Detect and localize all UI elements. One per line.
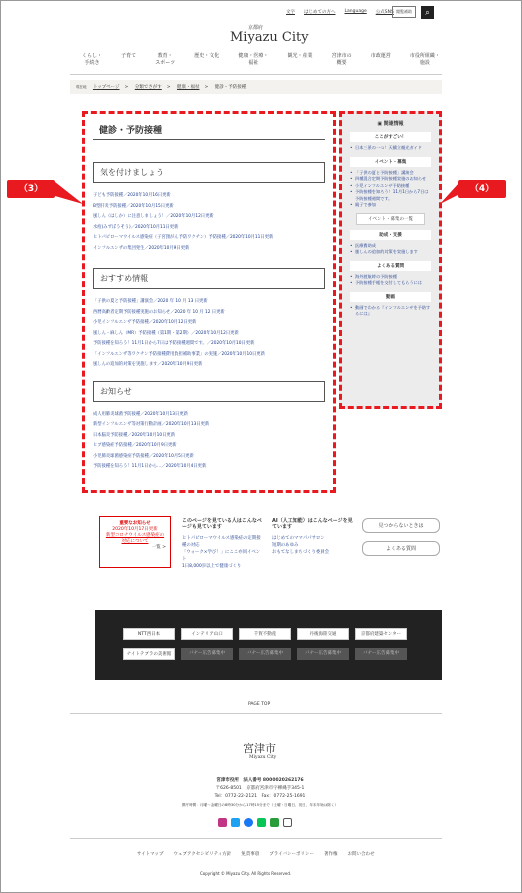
sidebar-link[interactable]: • 日本三景の一つ！天橋立観光ガイド [350,145,431,152]
list-item[interactable]: 「子供の夏と予防接種」講演会／2020 年 10 月 13 日更新 [93,299,208,304]
related-pages [182,518,264,570]
list-item[interactable]: 予防接種を知ろう！11月1日から…／2020年10月4日更新 [93,464,207,469]
list-item[interactable]: ヒブ感染症予防接種／2020年10月9日更新 [93,443,177,448]
footer-link[interactable]: 免責事項 [241,852,260,857]
related-link[interactable]: 1日8,000歩以上で健康づくり [182,564,242,569]
events-list-button[interactable]: イベント・募集の一覧 [356,213,425,225]
list-item[interactable]: ヒトパピローマウイルス感染症（子宮頸がん予防ワクチン）予防接種／2020年10月11日更新 [93,235,274,240]
annotation-label-4: （4） [458,180,506,198]
sidebar-link[interactable]: • 小児インフルエンザ予防接種 [350,183,431,190]
banner[interactable]: 丹後海陸交通 [297,628,349,640]
sidebar-link[interactable]: • 医療費助成 [350,243,431,250]
annotation-arrow-4 [440,180,460,210]
news-link[interactable]: 新型コロナウイルス感染症の対応について [105,533,165,544]
list-item[interactable]: 子ども予防接種／2020年10月16日更新 [93,193,171,198]
ai-pages [272,518,354,556]
banner[interactable]: ナイトテブラの美術館 [123,648,175,660]
office-name: 宮津市役所 法人番号 8000020262176 [216,778,304,783]
page-title: 健診・予防接種 [93,120,325,140]
banner-area [95,610,442,680]
sidebar-link[interactable]: • 四種混合定期予防接種実施のお知らせ [350,176,431,183]
gnav-item[interactable]: 観光・産業 [287,53,313,59]
news-date: 2020年10月17日更新 [112,527,158,532]
related-title: このページを見ている人はこんなページも見ています [182,518,262,530]
divider [70,838,442,839]
top-nav [286,9,394,15]
breadcrumb-label: 現在地 [76,85,87,89]
phone: Tel：0772-22-2121 Fax：0772-25-1691 [214,794,306,799]
footer-link[interactable]: プライバシーポリシー [269,852,315,857]
breadcrumb-link[interactable]: トップページ [92,85,120,90]
app-icon[interactable] [270,818,279,827]
gnav-item[interactable]: くらし・ 手続き [82,53,103,66]
list-item[interactable]: 風しん（はしか）に注意しましょう！／2020年10月12日更新 [93,214,214,219]
breadcrumb-link[interactable]: 分類でさがす [134,85,162,90]
important-news-box [99,516,171,568]
top-nav-font[interactable]: 文字 [286,10,295,15]
divider [70,713,442,714]
section-heading: 気を付けましょう [93,162,325,183]
list-item[interactable]: 水痘(みずぼうそう)／2020年10月11日更新 [93,224,179,230]
banner-placeholder[interactable]: バナー広告募集中 [355,648,407,660]
main-content [82,111,336,493]
breadcrumb: 現在地 トップページ > 分類でさがす > 健康・福祉 > 健診・予防接種 [70,80,442,94]
faq-button[interactable]: よくある質問 [362,541,440,556]
breadcrumb-current: 健診・予防接種 [214,85,247,90]
banner[interactable]: インテリア山口 [181,628,233,640]
line-icon[interactable] [257,818,266,827]
footer-link[interactable]: お問い合わせ [347,852,375,857]
related-link[interactable]: 「ウォーク×学び！」にここ亦同イベント [182,550,261,562]
mail-icon[interactable] [283,818,292,827]
banner[interactable]: NTT西日本 [123,628,175,640]
link-list [93,191,325,254]
banner[interactable]: 京都府建築センター [355,628,407,640]
sidebar-title: ▣ 関連情報 [350,120,431,127]
section-heading: お知らせ [93,381,325,402]
sidebar [339,111,442,409]
banner-placeholder[interactable]: バナー広告募集中 [181,648,233,660]
list-item[interactable]: 小児インフルエンザ予防接種／2020年10月12日更新 [93,320,197,325]
news-title: 重要なお知らせ [119,521,151,526]
annotation-arrow-3 [55,178,85,208]
link-list [93,297,325,371]
help-box [362,518,440,564]
sidebar-link[interactable]: • 親子で参加 [350,202,431,209]
global-nav [82,53,440,67]
divider [70,74,442,75]
top-nav-sns[interactable]: 公式SNS [375,10,394,15]
ai-link[interactable]: はじめてのママパパサロン [272,536,325,541]
list-item[interactable]: 西暦高齢者定期予防接種実施のお知らせ／2020 年 10 月 12 日更新 [93,309,225,315]
gnav-item[interactable]: 市役所組織・ 施設 [409,53,440,66]
breadcrumb-link[interactable]: 健康・福祉 [176,85,200,90]
link-list [93,410,325,473]
sidebar-link[interactable]: • 海外渡航時の予防接種 [350,274,431,281]
footer-link[interactable]: ウェブアクセシビリティ方針 [173,852,232,857]
sidebar-link[interactable]: • 風しんの追加的対策を実施します [350,249,431,256]
sns-icons [218,818,292,827]
sidebar-link[interactable]: • 予防接種を知ろう！11月1日から7日は予防接種週間です。 [350,189,431,202]
not-found-button[interactable]: 見つからないときは [362,518,440,533]
sidebar-link[interactable]: • 動画でわかる『インフルエンザを予防するには』 [350,305,431,318]
list-item[interactable]: 成人用肺炎球菌予防接種／2020年10月13日更新 [93,411,188,417]
ai-title: AI（人工知能）はこんなページを見ています [272,518,353,530]
footer-links [137,851,375,857]
sidebar-category: 動画 [350,292,431,302]
top-nav-language[interactable]: Language [344,9,367,14]
copyright: Copyright © Miyazu City. All Rights Reserved. [200,871,292,876]
list-item[interactable]: 風しんの追加的対策を実施します／2020年10月9日更新 [93,362,203,367]
gnav-item[interactable]: 教育・ スポーツ [155,53,176,66]
sidebar-category: イベント・募集 [350,157,431,167]
banner-placeholder[interactable]: バナー広告募集中 [239,648,291,660]
list-item[interactable]: 予防接種を知ろう！11月1日から7日は予防接種週間です。／2020年10月10日更新 [93,341,255,346]
sidebar-category: よくある質問 [350,261,431,271]
instagram-icon[interactable] [218,818,227,827]
gnav-item[interactable]: 宮津市の 概要 [331,53,352,66]
browse-assist-button[interactable]: 閲覧補助 [392,6,416,18]
list-item[interactable]: 新型インフルエンザ等対策行動計画／2020年10月13日更新 [93,422,210,427]
list-item[interactable]: 「インフルエンザ等ワクチン予防接種費用負担補助事業」の実施／2020年10月10日更新 [93,351,265,357]
search-icon[interactable]: ⌕ [421,6,434,19]
logo-sub: 京都府 [248,25,264,31]
list-item[interactable]: B型肝炎予防接種／2020年10月15日更新 [93,203,174,209]
gnav-item[interactable]: 市政運営 [370,53,391,59]
facebook-icon[interactable] [244,818,253,827]
gnav-item[interactable]: 健康・医療・ 福祉 [238,53,269,66]
sidebar-link[interactable]: • 予防接種手帳を交付してもらうには [350,280,431,287]
ai-link[interactable]: おもてなしまちづくり委員会 [272,550,330,555]
footer-logo: 宮津市 [243,742,276,755]
sidebar-category: 助成・支援 [350,230,431,240]
banner-placeholder[interactable]: バナー広告募集中 [297,648,349,660]
list-item[interactable]: インフルエンザの集団発生／2020年10月9日更新 [93,245,190,251]
annotation-label-3: （3） [7,180,55,198]
address: 〒626-8501 京都府宮津市字柳縄手345-1 [215,786,305,791]
sidebar-category: ここがすごい！ [350,132,431,142]
gnav-item[interactable]: 子育て [121,53,137,59]
hours: 開庁時間：月曜～金曜日の8時30分から17時15分まで（土曜・日曜日、祝日、年末年始は除く） [181,803,339,807]
list-item[interactable]: 日本脳炎予防接種／2020年10月10日更新 [93,432,176,438]
section-heading: おすすめ情報 [93,268,325,289]
list-item[interactable]: 小児肺炎球菌感染症予防接種／2020年10月5日更新 [93,453,194,459]
list-item[interactable]: 風しん・麻しん（MR）予防接種（第1期・第2期）／2020年10月12日更新 [93,330,239,336]
gnav-item[interactable]: 歴史・文化 [194,53,220,59]
twitter-icon[interactable] [231,818,240,827]
page-top-link[interactable]: PAGE TOP [248,702,271,707]
top-nav-first[interactable]: はじめての方へ [304,10,336,15]
footer-logo-sub: Miyazu City [249,755,277,760]
footer-info [170,777,350,809]
sidebar-link[interactable]: • 「子供の夏と予防接種」講演会 [350,170,431,177]
footer-link[interactable]: サイトマップ [137,852,164,857]
ai-link[interactable]: 短期のあゆみ [272,543,299,548]
news-more-link[interactable]: 一覧 > [151,545,166,550]
site-logo[interactable]: Miyazu City [230,30,309,45]
banner[interactable]: 千賀不動産 [239,628,291,640]
footer-link[interactable]: 著作権 [324,852,338,857]
related-link[interactable]: ヒトパピローマウイルス感染症の定期接種の対応 [182,536,261,548]
